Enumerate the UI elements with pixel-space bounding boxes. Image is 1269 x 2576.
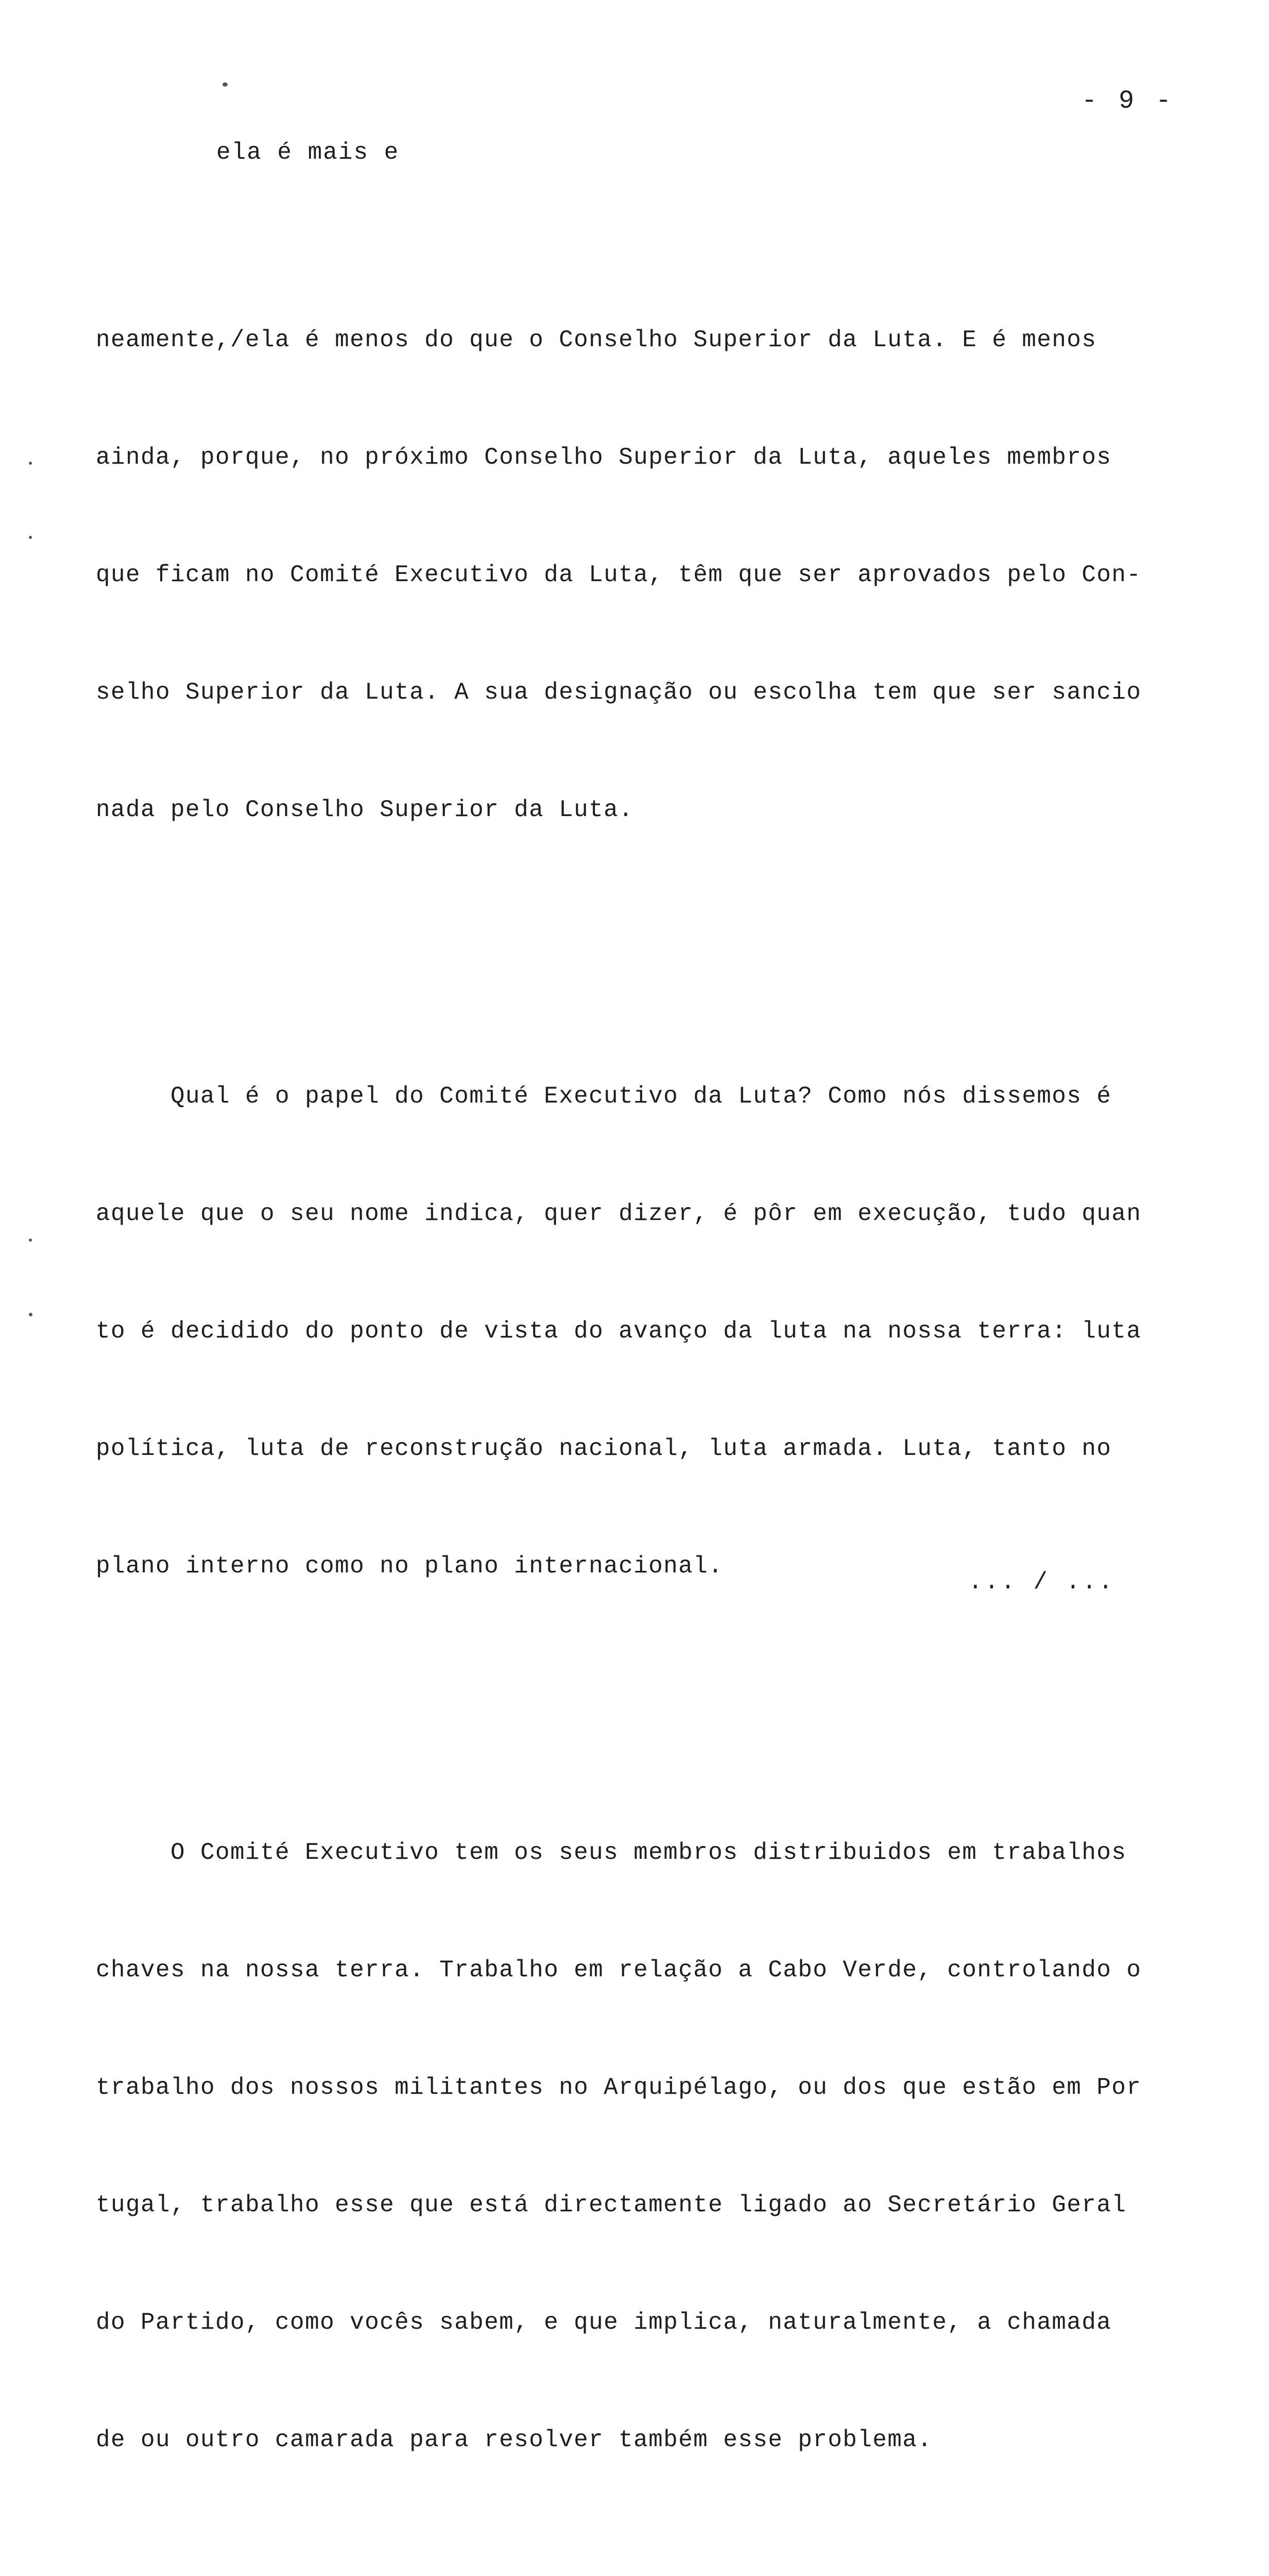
paragraph	[96, 998, 1208, 1664]
document-body	[96, 164, 1208, 2576]
text-line: chaves na nossa terra. Trabalho em relação a Cabo Verde, controlando o	[96, 1957, 1142, 1984]
paragraph	[96, 242, 1208, 908]
text-line: que ficam no Comité Executivo da Luta, têm que ser aprovados pelo Con-	[96, 562, 1142, 588]
text-line: trabalho dos nossos militantes no Arquipélago, ou dos que estão em Por	[96, 2074, 1142, 2101]
scan-speck	[29, 462, 32, 465]
scan-speck	[29, 1239, 32, 1242]
text-line: política, luta de reconstrução nacional, luta armada. Luta, tanto no	[96, 1435, 1112, 1462]
scan-speck	[222, 82, 228, 87]
continuation-mark: ... / ...	[968, 1569, 1115, 1596]
text-line: Qual é o papel do Comité Executivo da Luta? Como nós dissemos é	[96, 1083, 1112, 1110]
scan-speck	[29, 536, 32, 539]
text-line: de ou outro camarada para resolver também esse problema.	[96, 2427, 933, 2453]
text-line: tugal, trabalho esse que está directamente ligado ao Secretário Geral	[96, 2192, 1127, 2218]
text-line: O Comité Executivo tem os seus membros distribuidos em trabalhos	[96, 1839, 1127, 1866]
text-line: ainda, porque, no próximo Conselho Superior da Luta, aqueles membros	[96, 444, 1112, 471]
text-line: neamente,/ela é menos do que o Conselho Superior da Luta. E é menos	[96, 327, 1097, 353]
text-line: do Partido, como vocês sabem, e que implica, naturalmente, a chamada	[96, 2309, 1112, 2336]
handwritten-insertion: ela é mais e	[216, 139, 400, 166]
text-line: plano interno como no plano internacional.	[96, 1553, 724, 1580]
text-line: to é decidido do ponto de vista do avanço da luta na nossa terra: luta	[96, 1318, 1142, 1345]
paragraph	[96, 1755, 1208, 2538]
text-line: aquele que o seu nome indica, quer dizer, é pôr em execução, tudo quan	[96, 1200, 1142, 1227]
scan-speck	[29, 1313, 32, 1316]
text-line: selho Superior da Luta. A sua designação ou escolha tem que ser sancio	[96, 679, 1142, 706]
page-number: - 9 -	[1082, 87, 1175, 116]
text-line: nada pelo Conselho Superior da Luta.	[96, 796, 634, 823]
